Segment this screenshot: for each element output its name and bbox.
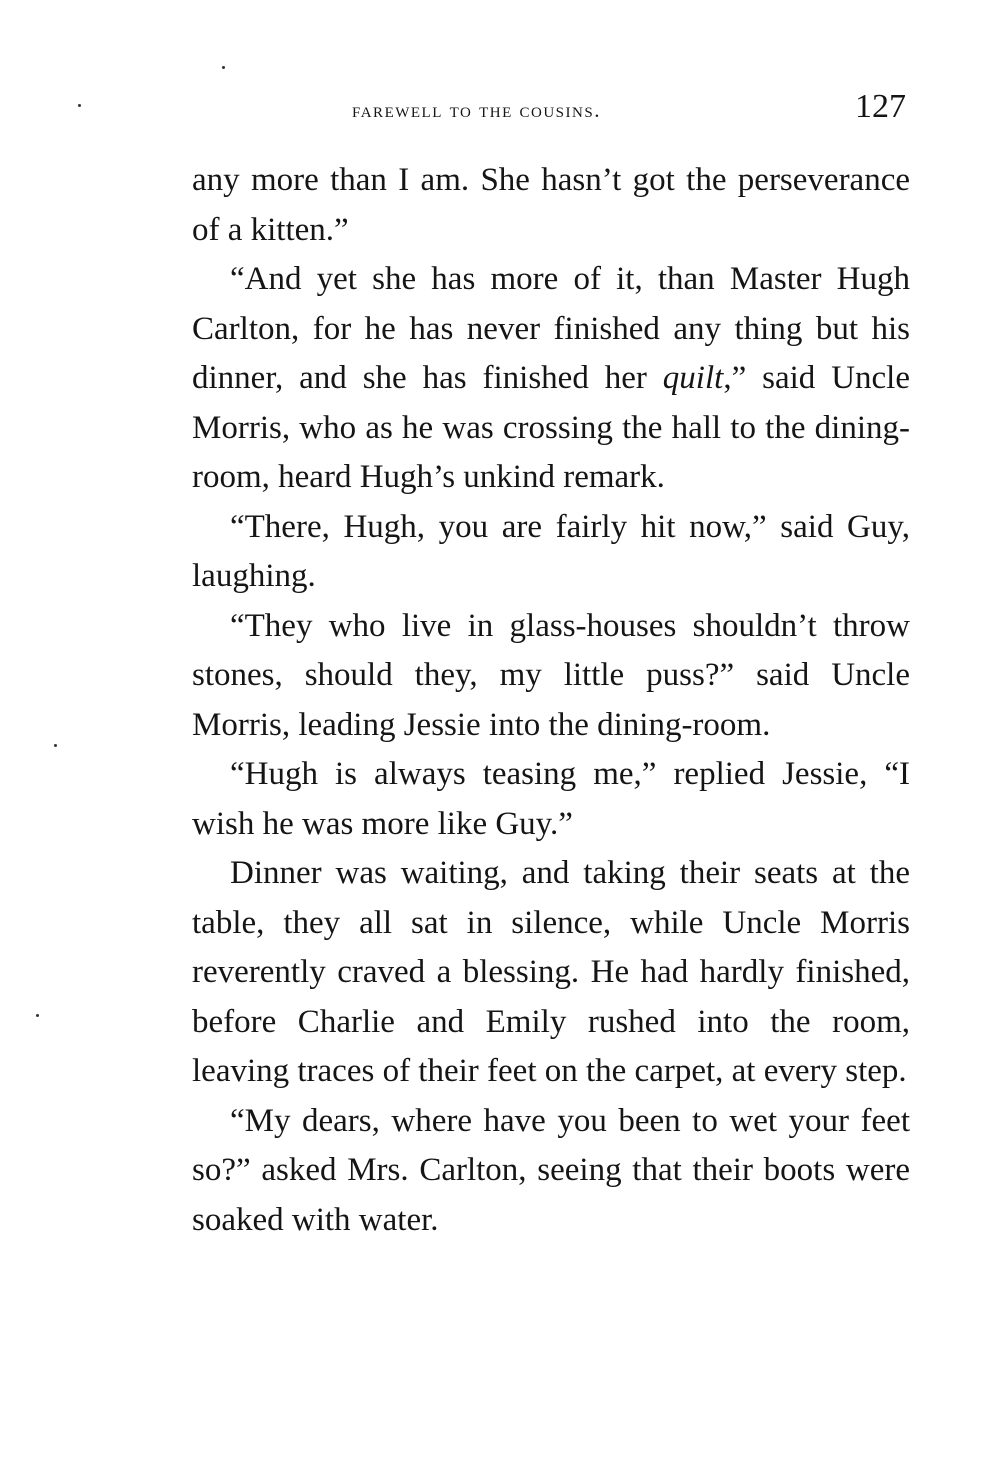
paragraph-text: “And yet she has more of it, than Master Hugh Carlton, for he has never finished any thing but his dinner, and she has finished her [192,261,910,396]
paragraph-text: “There, Hugh, you are fairly hit now,” said Guy, laughing. [192,508,910,594]
paragraph-text: any more than I am. She hasn’t got the perseverance of a kitten.” [192,162,910,248]
ink-speck [222,66,225,69]
ink-speck [78,104,81,107]
paragraph [192,602,910,751]
paragraph [192,503,910,602]
paragraph [192,1097,910,1246]
body-text [192,156,910,1245]
paragraph-text: “Hugh is always teasing me,” replied Jessie, “I wish he was more like Guy.” [192,756,910,842]
paragraph-text: Dinner was waiting, and taking their seats at the table, they all sat in silence, while Uncle Morris reverently craved a blessing. He had hardly finished, before Charlie and Emily rushed into the room, leaving traces of their feet on the carpet, at every step. [192,855,910,1089]
paragraph-text: “They who live in glass-houses shouldn’t throw stones, should they, my little puss?” said Uncle Morris, leading Jessie into the dining-room. [192,607,910,743]
paragraph [192,750,910,849]
paragraph [192,255,910,503]
paragraph [192,156,910,255]
running-head [190,88,910,128]
page-number: 127 [855,88,906,125]
running-title: farewell to the cousins. [352,98,601,122]
paragraph-text: “My dears, where have you been to wet your feet so?” asked Mrs. Carlton, seeing that their boots were soaked with water. [192,1102,910,1238]
ink-speck [36,1014,39,1017]
italic-text: quilt [662,360,724,396]
ink-speck [54,744,57,747]
paragraph-text: ,” said Uncle Morris, who as he was crossing the hall to the dining-room, heard Hugh’s unkind remark. [192,360,910,495]
paragraph [192,849,910,1097]
